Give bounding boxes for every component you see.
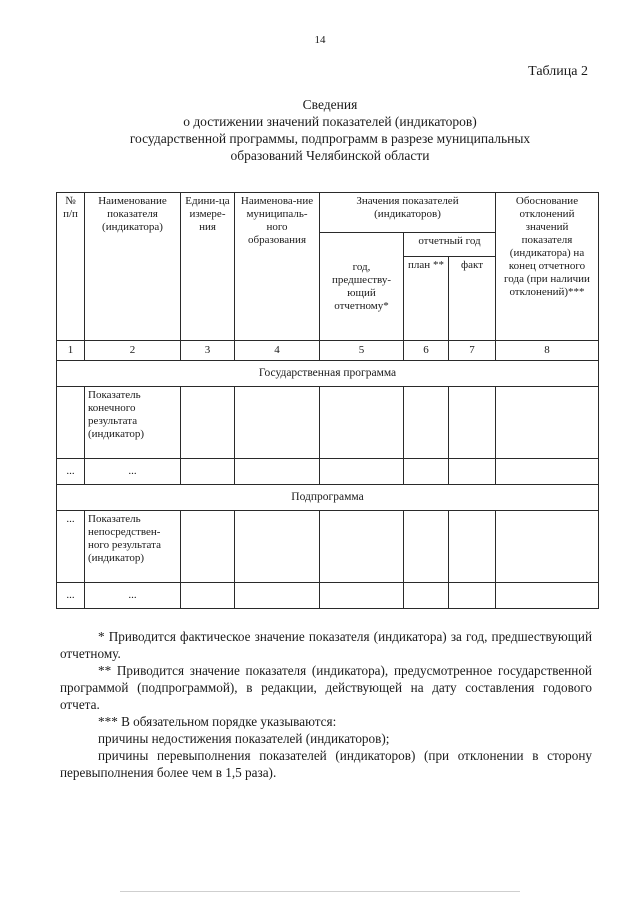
- table-cell: [320, 459, 404, 485]
- table-cell: [496, 387, 599, 459]
- table-cell: [235, 511, 320, 583]
- table-cell: [320, 387, 404, 459]
- column-numbers-row: [57, 341, 599, 361]
- col-number-8: 8: [496, 341, 599, 361]
- table-cell: [320, 511, 404, 583]
- table-row: [57, 387, 599, 459]
- table-row: [57, 511, 599, 583]
- footer-rule: [120, 891, 520, 892]
- footnote-5: причины перевыполнения показателей (индикаторов) (при отклонении в сторону перевыполнения более чем в 1,5 раза).: [60, 748, 592, 780]
- table-cell: [449, 511, 496, 583]
- col-number-7: 7: [449, 341, 496, 361]
- col-number-3: 3: [181, 341, 235, 361]
- ellipsis-cell: ...: [85, 459, 181, 485]
- footnote-1: * Приводится фактическое значение показателя (индикатора) за год, предшествующий отчетному.: [60, 629, 592, 661]
- footnote-2: ** Приводится значение показателя (индикатора), предусмотренное государственной программой (подпрограммой), в редакции, действующей на дату составления годового отчета.: [60, 663, 592, 712]
- table-cell: [449, 459, 496, 485]
- table-cell: [496, 583, 599, 609]
- table-row: [57, 459, 599, 485]
- table-cell: [181, 511, 235, 583]
- header-justification: Обоснование отклонений значений показателя (индикатора) на конец отчетного года (при наличии отклонений)***: [496, 193, 599, 341]
- table-cell: [404, 387, 449, 459]
- table-cell: [181, 459, 235, 485]
- footnote-3: *** В обязательном порядке указываются:: [98, 714, 337, 729]
- col-number-2: 2: [85, 341, 181, 361]
- table-row: [57, 583, 599, 609]
- header-values-group: Значения показателей (индикаторов): [320, 193, 496, 233]
- footnote-4: причины недостижения показателей (индикаторов);: [98, 731, 390, 746]
- ellipsis-cell: ...: [57, 459, 85, 485]
- table-cell: [449, 387, 496, 459]
- indicators-table: [56, 192, 599, 609]
- header-num: № п/п: [57, 193, 85, 341]
- header-unit: Едини-ца измере-ния: [181, 193, 235, 341]
- table-cell: [235, 387, 320, 459]
- title-line-3: государственной программы, подпрограмм в разрезе муниципальных: [129, 131, 531, 146]
- section-subprogram: Подпрограмма: [57, 485, 599, 511]
- header-municipality: Наименова-ние муниципаль-ного образования: [235, 193, 320, 341]
- col-number-6: 6: [404, 341, 449, 361]
- title-line-1: Сведения: [302, 97, 358, 112]
- header-name: Наименование показателя (индикатора): [85, 193, 181, 341]
- row-direct-indicator: Показатель непосредствен-ного результата (индикатор): [85, 511, 181, 583]
- table-cell: [449, 583, 496, 609]
- table-title: [80, 96, 580, 164]
- row-final-indicator: Показатель конечного результата (индикатор): [85, 387, 181, 459]
- col-number-5: 5: [320, 341, 404, 361]
- table-cell: [404, 583, 449, 609]
- table-cell: [496, 459, 599, 485]
- header-report-year: отчетный год: [404, 233, 496, 257]
- table-label: Таблица 2: [528, 64, 588, 79]
- footnotes: [60, 628, 592, 781]
- table-cell: [235, 583, 320, 609]
- ellipsis-cell: ...: [57, 583, 85, 609]
- section-state-program: Государственная программа: [57, 361, 599, 387]
- table-cell: [235, 459, 320, 485]
- page-number: 14: [314, 34, 326, 46]
- table-cell: [181, 583, 235, 609]
- col-number-4: 4: [235, 341, 320, 361]
- table-cell: [404, 511, 449, 583]
- ellipsis-cell: ...: [85, 583, 181, 609]
- table-cell: [404, 459, 449, 485]
- ellipsis-cell: ...: [57, 511, 85, 583]
- header-prev-year: год, предшеству-ющий отчетному*: [320, 233, 404, 341]
- table-cell: [320, 583, 404, 609]
- table-cell: [496, 511, 599, 583]
- title-line-4: образований Челябинской области: [230, 148, 430, 163]
- title-line-2: о достижении значений показателей (индикаторов): [183, 114, 477, 129]
- header-fact: факт: [449, 257, 496, 341]
- table-cell: [181, 387, 235, 459]
- header-plan: план **: [404, 257, 449, 341]
- col-number-1: 1: [57, 341, 85, 361]
- table-cell: [57, 387, 85, 459]
